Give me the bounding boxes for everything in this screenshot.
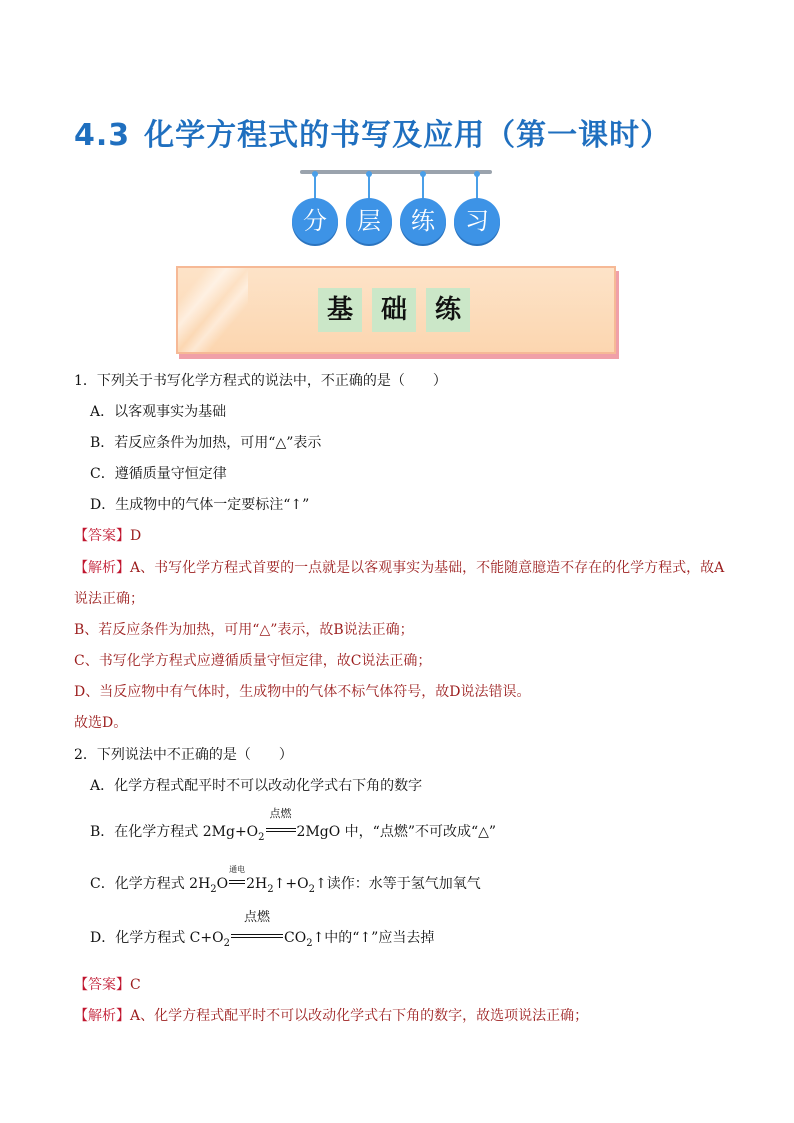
- analysis-tag: 【解析】: [74, 560, 130, 576]
- layer-circle: 练: [400, 198, 446, 244]
- analysis-tag: 【解析】: [74, 1008, 130, 1024]
- option-text: ↑读作：水等于氢气加氧气: [314, 876, 481, 892]
- option-text: C．化学方程式 2H: [90, 876, 211, 892]
- q1-analysis-3: B、若反应条件为加热，可用“△”表示，故B说法正确；: [74, 622, 414, 638]
- layer-bar: [300, 170, 492, 174]
- section-number: 4.3: [74, 118, 131, 153]
- q2-option-c: [90, 865, 481, 900]
- q2-option-a: A．化学方程式配平时不可以改动化学式右下角的数字: [90, 778, 423, 794]
- q1-option-c: C．遵循质量守恒定律: [90, 466, 227, 482]
- layer-circle: 习: [454, 198, 500, 244]
- answer-tag: 【答案】: [74, 528, 130, 544]
- q2-stem: 2．下列说法中不正确的是（ ）: [74, 747, 293, 763]
- banner-tile: 础: [372, 288, 416, 332]
- reaction-arrow: [229, 865, 246, 894]
- layer-circle: 层: [346, 198, 392, 244]
- option-text: B．在化学方程式 2Mg+O: [90, 824, 259, 840]
- option-text: 2MgO: [296, 824, 341, 840]
- subscript: 2: [258, 831, 265, 843]
- answer-value: D: [130, 528, 142, 544]
- q1-analysis-5: D、当反应物中有气体时，生成物中的气体不标气体符号，故D说法错误。: [74, 684, 531, 700]
- q1-stem: 1．下列关于书写化学方程式的说法中，不正确的是（ ）: [74, 373, 447, 389]
- q1-analysis-1: [74, 558, 724, 578]
- q2-option-d: [90, 910, 435, 954]
- q2-analysis-1: [74, 1006, 588, 1026]
- q2-option-b: [90, 807, 497, 848]
- analysis-text: A、化学方程式配平时不可以改动化学式右下角的数字，故选项说法正确；: [130, 1008, 589, 1024]
- option-text: O: [216, 876, 229, 892]
- subscript: 2: [308, 883, 315, 895]
- section-banner: [176, 266, 616, 354]
- q1-option-a: A．以客观事实为基础: [90, 404, 227, 420]
- reaction-arrow: [231, 910, 283, 948]
- reaction-condition: 点燃: [269, 807, 292, 820]
- reaction-condition: 点燃: [243, 910, 270, 925]
- reaction-condition: 通电: [229, 865, 246, 874]
- banner-tile: 练: [426, 288, 470, 332]
- option-text: CO: [283, 930, 307, 946]
- option-text: D．化学方程式 C+O: [90, 930, 224, 946]
- subscript: 2: [267, 883, 274, 895]
- option-text: 中，“点燃”不可改成“△”: [340, 824, 497, 840]
- layer-circle: 分: [292, 198, 338, 244]
- q1-option-d: D．生成物中的气体一定要标注“↑”: [90, 497, 310, 513]
- banner-tile: 基: [318, 288, 362, 332]
- q1-option-b: B．若反应条件为加热，可用“△”表示: [90, 435, 322, 451]
- q1-analysis-6: 故选D。: [74, 715, 128, 731]
- answer-tag: 【答案】: [74, 977, 130, 993]
- subscript: 2: [306, 937, 313, 949]
- option-text: 2H: [246, 876, 268, 892]
- q1-analysis-4: C、书写化学方程式应遵循质量守恒定律，故C说法正确；: [74, 653, 432, 669]
- reaction-arrow: [266, 807, 296, 842]
- q1-analysis-2: 说法正确；: [74, 591, 144, 607]
- title-text: 化学方程式的书写及应用（第一课时）: [144, 118, 672, 153]
- option-text: ↑+O: [273, 876, 309, 892]
- q2-answer: [74, 975, 141, 995]
- option-text: ↑中的“↑”应当去掉: [312, 930, 435, 946]
- subscript: 2: [223, 937, 230, 949]
- q1-answer: [74, 526, 141, 546]
- analysis-text: A、书写化学方程式首要的一点就是以客观事实为基础，不能随意臆造不存在的化学方程式，故A: [130, 560, 725, 576]
- subscript: 2: [210, 883, 217, 895]
- answer-value: C: [130, 977, 141, 993]
- page-title: [74, 110, 754, 154]
